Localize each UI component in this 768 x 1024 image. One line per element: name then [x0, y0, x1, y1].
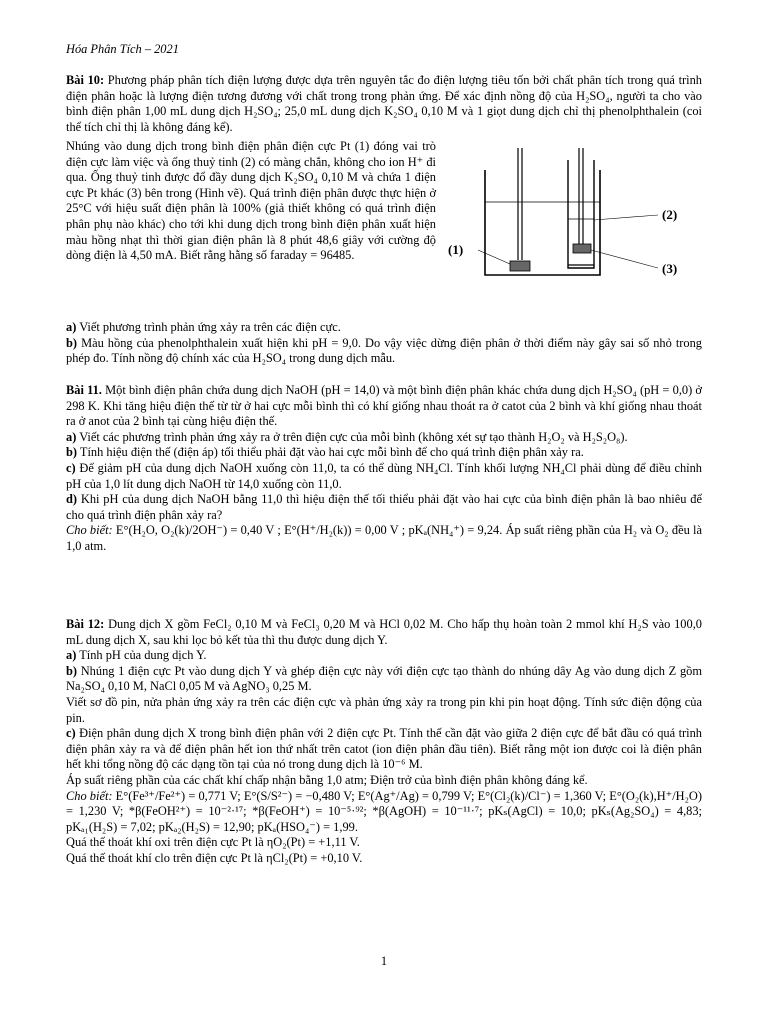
- bai12-given-text: E°(Fe³⁺/Fe²⁺) = 0,771 V; E°(S/S²⁻) = −0,480 V; E°(Ag⁺/Ag) = 0,799 V; E°(Cl₂(k)/Cl⁻) = 1,360 V; E°(O₂(k),H⁺/H₂O) = 1,230 V; *β(FeOH²⁺) = 10⁻²·¹⁷; *β(FeOH⁺) = 10⁻⁵·⁹²; *β(AgOH) = 10⁻¹¹·⁷; pKₛ(AgCl) = 10,0; pKₛ(Ag₂SO₄) = 4,83; pKₐ₁(H₂S) = 7,02; pKₐ₂(H₂S) = 12,90; pKₐ(HSO₄⁻) = 1,99.: [66, 788, 703, 834]
- bai10-intro: [66, 73, 702, 135]
- bai11-question-a: [66, 430, 702, 446]
- figure-label-2: (2): [662, 207, 678, 222]
- page-number: 1: [380, 954, 388, 968]
- bai12-oxygen-overpotential: Quá thế thoát khí oxi trên điện cực Pt là ηO₂(Pt) = +1,11 V.: [66, 835, 360, 850]
- figure-label-1: (1): [448, 242, 464, 257]
- bai10-wrap-text: Nhúng vào dung dịch trong bình điện phân điện cực Pt (1) đóng vai trò điện cực làm việc và ống thuỷ tinh (2) có màng chắn, không cho ion H⁺ đi qua. Ống thuỷ tinh được đổ đầy dung dịch K₂SO₄ 0,10 M và chứa 1 điện cực Pt khác (3) bên trong (Hình vẽ). Quá trình điện phân được thực hiện ở 25°C với hiệu suất điện phân là 100% (giả thiết không có quá trình điện phân phụ nào khác) cho tới khi dung dịch trong bình điện phân xuất hiện màu hồng nhạt thì thời gian điện phân là 8 phút 48,6 giây với cường độ dòng điện là 4,50 mA. Biết rằng hằng số faraday = 96485.: [66, 139, 436, 263]
- bai11-d-label: d): [66, 492, 78, 507]
- bai11-b-label: b): [66, 445, 78, 460]
- bai12-question-b2: Viết sơ đồ pin, nửa phản ứng xảy ra trên các điện cực và phản ứng xảy ra trong pin khi pin hoạt động. Tính sức điện động của pin.: [66, 694, 702, 725]
- electrolysis-cell-figure: [440, 140, 710, 300]
- bai11-question-c: [66, 461, 702, 492]
- leader-3: [591, 250, 658, 268]
- bai12-a-text: Tính pH của dung dịch Y.: [79, 648, 207, 663]
- bai12-question-b: [66, 664, 702, 695]
- bai12-given: [66, 789, 702, 836]
- bai10-questions: [66, 320, 702, 367]
- bai10-question-b: [66, 336, 702, 367]
- bai12-given-label: Cho biết:: [66, 788, 113, 803]
- bai11-given-text: E°(H₂O, O₂(k)/2OH⁻) = 0,40 V ; E°(H⁺/H₂(k)) = 0,00 V ; pKₐ(NH₄⁺) = 9,24. Áp suất riêng phần của H₂ và O₂ đều là 1,0 atm.: [66, 523, 702, 553]
- bai11-b-text: Tính hiệu điện thế (điện áp) tối thiểu phải đặt vào hai cực mỗi bình để cho quá trình điện phân xảy ra.: [79, 445, 584, 460]
- electrode-1-plate: [510, 261, 530, 271]
- bai10-question-a: [66, 320, 702, 336]
- bai10-a-text: Viết phương trình phản ứng xảy ra trên các điện cực.: [79, 320, 341, 334]
- bai10-a-label: a): [66, 320, 77, 334]
- bai10-b-text: Màu hồng của phenolphthalein xuất hiện khi pH = 9,0. Do vậy việc dừng điện phân ở thời điểm này gây sai số nhỏ trong phép đo. Tính nồng độ chính xác của H₂SO₄ trong dung dịch mẫu.: [66, 335, 702, 366]
- bai11-d-text: Khi pH của dung dịch NaOH bằng 11,0 thì hiệu điện thế tối thiểu phải đặt vào hai cực của bình điện phân là bao nhiêu để cho quá trình điện phân xảy ra?: [66, 492, 702, 522]
- bai11: [66, 383, 702, 555]
- bai10-label: Bài 10:: [66, 73, 105, 87]
- bai11-a-text: Viết các phương trình phản ứng xảy ra ở trên điện cực của mỗi bình (không xét sự tạo thành H₂O₂ và H₂S₂O₈).: [79, 429, 628, 444]
- bai11-c-label: c): [66, 460, 76, 475]
- bai12-c-label: c): [66, 726, 76, 741]
- bai11-c-text: Để giảm pH của dung dịch NaOH xuống còn 11,0, ta có thể dùng NH₄Cl. Tính khối lượng NH₄Cl phải dùng để điều chỉnh pH của 1,0 lít dung dịch NaOH từ 14,0 xuống còn 11,0.: [66, 460, 702, 491]
- leader-2: [594, 215, 658, 220]
- bai12-intro-text: Dung dịch X gồm FeCl₂ 0,10 M và FeCl₃ 0,20 M và HCl 0,02 M. Cho hấp thụ hoàn toàn 2 mmol khí H₂S vào 100,0 mL dung dịch X, sau khi lọc bỏ kết tủa thì thu được dung dịch Y.: [66, 617, 702, 647]
- bai11-given: [66, 523, 702, 554]
- bai12-b-label: b): [66, 663, 78, 678]
- bai11-a-label: a): [66, 429, 77, 444]
- bai10-b-label: b): [66, 335, 78, 350]
- bai12-note: Áp suất riêng phần của các chất khí chấp nhận bằng 1,0 atm; Điện trở của bình điện phân không đáng kể.: [66, 772, 588, 787]
- bai11-intro-text: Một bình điện phân chứa dung dịch NaOH (pH = 14,0) và một bình điện phân khác chứa dung dịch H₂SO₄ (pH = 0,0) ở 298 K. Khi tăng hiệu điện thế từ từ ở hai cực mỗi bình thì có khí giống nhau thoát ra ở catot của 2 bình và khí giống nhau thoát ra ở anot của 2 bình tại cùng hiệu điện thế.: [66, 383, 702, 429]
- bai12-question-a: [66, 648, 702, 664]
- electrode-3-plate: [573, 244, 591, 253]
- bai11-question-d: [66, 492, 702, 523]
- bai12-question-c: [66, 726, 702, 773]
- bai12-label: Bài 12:: [66, 617, 105, 631]
- bai10-intro-text: Phương pháp phân tích điện lượng được dựa trên nguyên tắc đo điện lượng tiêu tốn bởi chất phân tích trong quá trình điện phân hoặc là lượng điện tương đương với chất trong trong phản ứng. Để xác định nồng độ của H₂SO₄, người ta cho vào bình điện phân 1,00 mL dung dịch H₂SO₄; 25,0 mL dung dịch K₂SO₄ 0,10 M và 1 giọt dung dịch chỉ thị phenolphthalein (coi thể tích chỉ thị là không đáng kể).: [66, 73, 702, 134]
- bai12-c-text: Điện phân dung dịch X trong bình điện phân với 2 điện cực Pt. Tính thế cần đặt vào giữa 2 điện cực để bắt đầu có quá trình điện phân xảy ra và để điện phân hết ion thứ nhất trên catot (ion điện phân đầu tiên). Biết rằng một ion được coi là điện phân hết khi tổng nồng độ các dạng tồn tại của nó trong dung dịch là 10⁻⁶ M.: [66, 726, 702, 772]
- bai12: [66, 617, 702, 867]
- bai11-given-label: Cho biết:: [66, 523, 113, 538]
- bai12-chlorine-overpotential: Quá thế thoát khí clo trên điện cực Pt là ηCl₂(Pt) = +0,10 V.: [66, 850, 363, 865]
- bai12-b-text: Nhúng 1 điện cực Pt vào dung dịch Y và ghép điện cực này với điện cực tạo thành do nhúng dây Ag vào dung dịch Z gồm Na₂SO₄ 0,10 M, NaCl 0,05 M và AgNO₃ 0,25 M.: [66, 663, 702, 694]
- leader-1: [478, 250, 510, 264]
- bai11-label: Bài 11.: [66, 383, 102, 397]
- running-header: Hóa Phân Tích – 2021: [66, 42, 179, 56]
- bai10-description: [66, 139, 436, 264]
- figure-label-3: (3): [662, 261, 678, 276]
- bai11-question-b: [66, 445, 702, 461]
- bai12-a-label: a): [66, 648, 77, 663]
